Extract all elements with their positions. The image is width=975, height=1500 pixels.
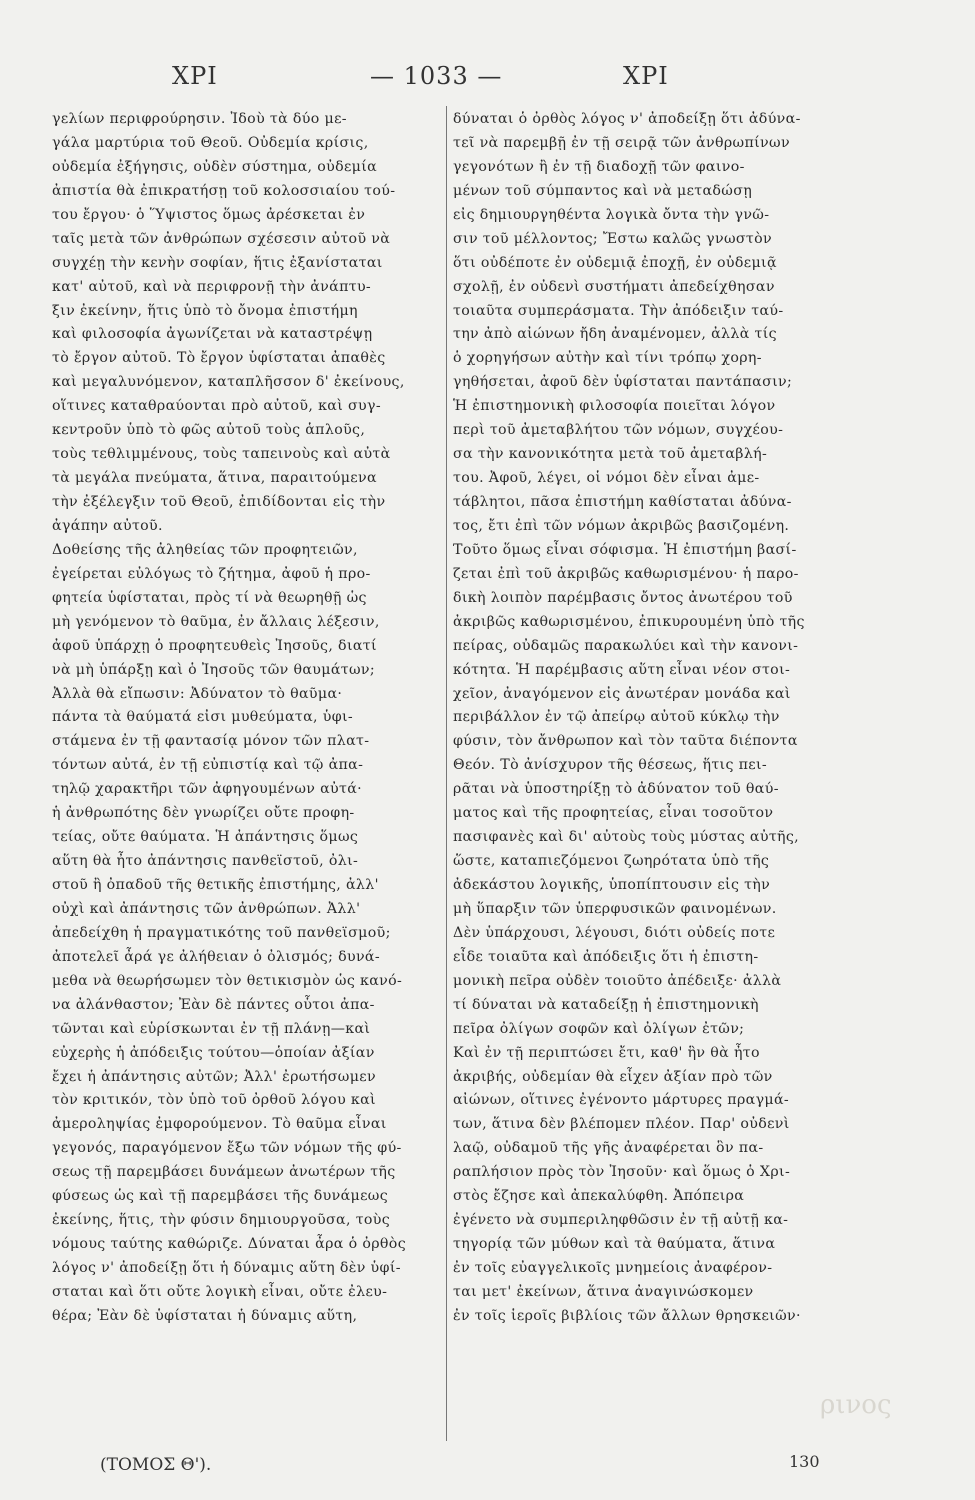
sheet-number: 130	[789, 1452, 820, 1471]
text-line: λαῷ, οὐδαμοῦ τῆς γῆς ἀναφέρεται ὃν πα-	[453, 1140, 764, 1157]
text-line: μένων τοῦ σύμπαντος καὶ νὰ μεταδώσῃ	[453, 182, 753, 199]
text-line: Καὶ ἐν τῇ περιπτώσει ἔτι, καθ' ἣν θὰ ἦτο	[453, 1044, 760, 1061]
text-line: τῶνται καὶ εὑρίσκωνται ἐν τῇ πλάνῃ—καὶ	[52, 1020, 371, 1037]
text-line: φύσιν, τὸν ἄνθρωπον καὶ τὸν ταῦτα διέποντα	[453, 733, 798, 750]
text-line: του. Ἀφοῦ, λέγει, οἱ νόμοι δὲν εἶναι ἀμε-	[453, 470, 760, 487]
text-line: την ἀπὸ αἰώνων ἤδη ἀναμένομεν, ἀλλὰ τίς	[453, 326, 777, 343]
text-line: στάμενα ἐν τῇ φαντασίᾳ μόνον τῶν πλατ-	[52, 733, 370, 750]
text-line: περιβάλλον ἐν τῷ ἀπείρῳ αὐτοῦ κύκλῳ τὴν	[453, 709, 780, 726]
text-line: σταται καὶ ὅτι οὔτε λογικὴ εἶναι, οὔτε ἐλευ-	[52, 1283, 388, 1300]
text-line: τηλῷ χαρακτῆρι τῶν ἀφηγουμένων αὐτά·	[52, 781, 363, 798]
text-line: θέρα; Ἐὰν δὲ ὑφίσταται ἡ δύναμις αὕτη,	[52, 1307, 358, 1324]
text-line: ρᾶται νὰ ὑποστηρίξῃ τὸ ἀδύνατον τοῦ θαύ-	[453, 781, 779, 798]
text-line: στὸς ἔζησε καὶ ἀπεκαλύφθη. Ἀπόπειρα	[453, 1188, 745, 1205]
text-line: ἡ ἀνθρωπότης δὲν γνωρίζει οὔτε προφη-	[52, 805, 355, 822]
text-line: τὸν κριτικόν, τὸν ὑπὸ τοῦ ὀρθοῦ λόγου καὶ	[52, 1092, 376, 1109]
text-line: ἀφοῦ ὑπάρχῃ ὁ προφητευθεὶς Ἰησοῦς, διατί	[52, 637, 377, 654]
header-right-keyword: ΧΡΙ	[623, 62, 669, 90]
text-line: νόμους ταύτης καθώριζε. Δύναται ἆρα ὁ ὀρθὸς	[52, 1236, 406, 1253]
text-line: Ἡ ἐπιστημονικὴ φιλοσοφία ποιεῖται λόγον	[453, 398, 776, 415]
text-line: μὴ γενόμενον τὸ θαῦμα, ἐν ἄλλαις λέξεσιν,	[52, 613, 380, 630]
text-line: μονικὴ πεῖρα οὐδὲν τοιοῦτο ἀπέδειξε· ἀλλὰ	[453, 972, 782, 989]
text-line: κατ' αὐτοῦ, καὶ νὰ περιφρονῇ τὴν ἀνάπτυ-	[52, 278, 372, 295]
text-line: στοῦ ἢ ὀπαδοῦ τῆς θετικῆς ἐπιστήμης, ἀλλ'	[52, 877, 379, 893]
text-line: ἐν τοῖς ἱεροῖς βιβλίοις τῶν ἄλλων θρησκειῶν·	[453, 1307, 801, 1324]
text-line: τόντων αὐτά, ἐν τῇ εὐπιστίᾳ καὶ τῷ ἀπα-	[52, 757, 364, 774]
text-line: περὶ τοῦ ἀμεταβλήτου τῶν νόμων, συγχέου-	[453, 422, 784, 439]
text-line: του ἔργου· ὁ Ὕψιστος ὅμως ἀρέσκεται ἐν	[52, 206, 366, 223]
text-line: ται μετ' ἐκείνων, ἅτινα ἀναγινώσκομεν	[453, 1283, 754, 1300]
text-line: οὐδεμία ἐξήγησις, οὐδὲν σύστημα, οὐδεμία	[52, 158, 378, 175]
text-line: ἐκείνης, ἥτις, τὴν φύσιν δημιουργοῦσα, τοὺς	[52, 1212, 391, 1229]
text-line: ἀποτελεῖ ἆρά γε ἀλήθειαν ὁ ὀλισμός; δυνά-	[52, 948, 380, 965]
column-divider	[446, 106, 447, 1441]
running-header	[0, 62, 975, 102]
text-line: καὶ μεγαλυνόμενον, καταπλῆσσον δ' ἐκείνους,	[52, 374, 405, 391]
text-line: αἰώνων, οἵτινες ἐγένοντο μάρτυρες πραγμά-	[453, 1092, 790, 1109]
text-line: οὐχὶ καὶ ἀπάντησις τῶν ἀνθρώπων. Ἀλλ'	[52, 900, 361, 917]
text-line: κεντροῦν ὑπὸ τὸ φῶς αὐτοῦ τοὺς ἁπλοῦς,	[52, 422, 366, 439]
text-line: πεῖρα ὀλίγων σοφῶν καὶ ὀλίγων ἐτῶν;	[453, 1020, 745, 1037]
text-line: εἶδε τοιαῦτα καὶ ἀπόδειξις ὅτι ἡ ἐπιστη-	[453, 948, 759, 965]
text-line: σιν τοῦ μέλλοντος; Ἔστω καλῶς γνωστὸν	[453, 230, 772, 247]
text-line: συγχέῃ τὴν κενὴν σοφίαν, ἥτις ἐξανίσταται	[52, 254, 383, 271]
text-line: σεως τῇ παρεμβάσει δυνάμεων ἀνωτέρων τῆς	[52, 1164, 396, 1181]
text-line: ὁ χορηγήσων αὐτὴν καὶ τίνι τρόπῳ χορη-	[453, 350, 762, 367]
text-line: ἀπεδείχθη ἡ πραγματικότης τοῦ πανθεϊσμοῦ;	[52, 924, 391, 941]
text-line: πάντα τὰ θαύματά εἰσι μυθεύματα, ὑφι-	[52, 709, 354, 726]
text-line: ξιν ἐκείνην, ἥτις ὑπὸ τὸ ὄνομα ἐπιστήμη	[52, 302, 358, 319]
text-line: καὶ φιλοσοφία ἀγωνίζεται νὰ καταστρέψῃ	[52, 326, 373, 343]
text-line: γεγονότων ἢ ἐν τῇ διαδοχῇ τῶν φαινο-	[453, 158, 745, 175]
text-line: τὰ μεγάλα πνεύματα, ἅτινα, παραιτούμενα	[52, 470, 377, 487]
text-line: ζεται ἐπὶ τοῦ ἀκριβῶς καθωρισμένου· ἡ παρο-	[453, 565, 799, 582]
text-line: δύναται ὁ ὀρθὸς λόγος ν' ἀποδείξῃ ὅτι ἀδύνα-	[453, 111, 801, 127]
text-line: νὰ μὴ ὑπάρξῃ καὶ ὁ Ἰησοῦς τῶν θαυμάτων;	[52, 661, 375, 678]
text-line: ὥστε, καταπιεζόμενοι ζωηρότατα ὑπὸ τῆς	[453, 853, 770, 870]
text-line: Τοῦτο ὅμως εἶναι σόφισμα. Ἡ ἐπιστήμη βασί-	[453, 541, 797, 558]
text-line: ματος καὶ τῆς προφητείας, εἶναι τοσοῦτον	[453, 805, 774, 822]
text-line: ἀκριβής, οὐδεμίαν θὰ εἶχεν ἀξίαν πρὸ τῶν	[453, 1068, 773, 1085]
text-line: εἰς δημιουργηθέντα λογικὰ ὄντα τὴν γνῶ-	[453, 206, 770, 223]
text-line: τοιαῦτα συμπεράσματα. Τὴν ἀπόδειξιν ταύ-	[453, 302, 784, 319]
text-line: ἐν τοῖς εὐαγγελικοῖς μνημείοις ἀναφέρον-	[453, 1260, 773, 1276]
text-line: τοὺς τεθλιμμένους, τοὺς ταπεινοὺς καὶ αὐτὰ	[52, 446, 391, 463]
text-line: μεθα νὰ θεωρήσωμεν τὸν θετικισμὸν ὡς κανό-	[52, 972, 403, 989]
text-line: Θεόν. Τὸ ἀνίσχυρον τῆς θέσεως, ἥτις πει-	[453, 757, 768, 774]
text-line: πασιφανὲς καὶ δι' αὐτοὺς τοὺς μύστας αὐτῆς,	[453, 829, 800, 846]
text-line: Ἀλλὰ θὰ εἴπωσιν: Ἀδύνατον τὸ θαῦμα·	[52, 685, 343, 702]
text-line: Δοθείσης τῆς ἀληθείας τῶν προφητειῶν,	[52, 541, 358, 558]
left-text-column	[52, 108, 447, 1329]
page-number: — 1033 —	[370, 62, 503, 90]
text-line: χεῖον, ἀναγόμενον εἰς ἀνωτέραν μονάδα καὶ	[453, 685, 791, 702]
text-line: των, ἅτινα δὲν βλέπομεν πλέον. Παρ' οὐδενὶ	[453, 1116, 790, 1133]
text-line: ὅτι οὐδέποτε ἐν οὐδεμιᾷ ἐποχῇ, ἐν οὐδεμιᾷ	[453, 254, 777, 271]
text-line: πείρας, οὐδαμῶς παρακωλύει καὶ τὴν κανονι-	[453, 637, 799, 654]
text-line: ἐγείρεται εὐλόγως τὸ ζήτημα, ἀφοῦ ἡ προ-	[52, 565, 371, 582]
text-line: σα τὴν κανονικότητα μετὰ τοῦ ἀμεταβλή-	[453, 446, 768, 463]
bleed-through-text: ρινος	[820, 1390, 892, 1420]
text-line: φύσεως ὡς καὶ τῇ παρεμβάσει τῆς δυνάμεως	[52, 1188, 388, 1205]
text-line: να ἀλάνθαστον; Ἐὰν δὲ πάντες οὗτοι ἀπα-	[52, 996, 375, 1013]
text-line: ἀκριβῶς καθωρισμένου, ἐπικυρουμένη ὑπὸ τῆς	[453, 613, 805, 630]
text-line: ραπλήσιον πρὸς τὸν Ἰησοῦν· καὶ ὅμως ὁ Χρι-	[453, 1164, 791, 1181]
text-line: μὴ ὕπαρξιν τῶν ὑπερφυσικῶν φαινομένων.	[453, 900, 777, 917]
text-line: ταῖς μετὰ τῶν ἀνθρώπων σχέσεσιν αὐτοῦ νὰ	[52, 230, 391, 247]
text-line: δικὴ λοιπὸν παρέμβασις ὄντος ἀνωτέρου τοῦ	[453, 589, 793, 606]
text-line: ἀμεροληψίας ἐμφορούμενον. Τὸ θαῦμα εἶναι	[52, 1116, 387, 1133]
text-line: τί δύναται νὰ καταδείξῃ ἡ ἐπιστημονικὴ	[453, 996, 759, 1013]
text-line: αὕτη θὰ ἦτο ἀπάντησις πανθεϊστοῦ, ὀλι-	[52, 853, 359, 870]
text-line: ἀδεκάστου λογικῆς, ὑποπίπτουσιν εἰς τὴν	[453, 877, 771, 893]
text-line: ἀγάπην αὐτοῦ.	[52, 517, 163, 534]
text-line: τείας, οὔτε θαύματα. Ἡ ἀπάντησις ὅμως	[52, 829, 359, 846]
text-line: γελίων περιφρούρησιν. Ἰδοὺ τὰ δύο με-	[52, 111, 347, 127]
volume-label: (ΤΟΜΟΣ Θ').	[100, 1455, 212, 1475]
text-line: τάβλητοι, πᾶσα ἐπιστήμη καθίσταται ἀδύνα-	[453, 494, 792, 510]
text-line: γάλα μαρτύρια τοῦ Θεοῦ. Οὐδεμία κρίσις,	[52, 134, 369, 151]
text-line: εὐχερὴς ἡ ἀπόδειξις τούτου—ὁποίαν ἀξίαν	[52, 1044, 375, 1061]
text-line: λόγος ν' ἀποδείξῃ ὅτι ἡ δύναμις αὕτη δὲν ὑφί-	[52, 1260, 401, 1276]
text-line: φητεία ὑφίσταται, πρὸς τί νὰ θεωρηθῇ ὡς	[52, 589, 367, 606]
text-line: τὴν ἐξέλεγξιν τοῦ Θεοῦ, ἐπιδίδονται εἰς τὴν	[52, 494, 386, 510]
right-text-column	[453, 108, 848, 1329]
header-left-keyword: ΧΡΙ	[172, 62, 218, 90]
text-line: γεγονός, παραγόμενον ἔξω τῶν νόμων τῆς φύ-	[52, 1140, 402, 1157]
text-line: ἔχει ἡ ἀπάντησις αὐτῶν; Ἀλλ' ἐρωτήσωμεν	[52, 1068, 376, 1085]
text-line: κότητα. Ἡ παρέμβασις αὕτη εἶναι νέον στοι-	[453, 661, 791, 678]
text-line: τηγορίᾳ τῶν μύθων καὶ τὰ θαύματα, ἅτινα	[453, 1236, 776, 1253]
text-line: Δὲν ὑπάρχουσι, λέγουσι, διότι οὐδείς ποτε	[453, 924, 776, 941]
text-line: ἐγένετο νὰ συμπεριληφθῶσιν ἐν τῇ αὐτῇ κα-	[453, 1212, 789, 1229]
text-line: γηθήσεται, ἀφοῦ δὲν ὑφίσταται παντάπασιν;	[453, 374, 793, 391]
text-line: τὸ ἔργον αὐτοῦ. Τὸ ἔργον ὑφίσταται ἀπαθὲς	[52, 350, 386, 367]
text-line: σχολῇ, ἐν οὐδενὶ συστήματι ἀπεδείχθησαν	[453, 278, 775, 295]
text-line: οἵτινες καταθραύονται πρὸ αὐτοῦ, καὶ συγ-	[52, 398, 381, 415]
text-line: τεῖ νὰ παρεμβῇ ἐν τῇ σειρᾷ τῶν ἀνθρωπίνων	[453, 134, 790, 151]
text-line: τος, ἔτι ἐπὶ τῶν νόμων ἀκριβῶς βασιζομένη.	[453, 517, 790, 534]
text-line: ἀπιστία θὰ ἐπικρατήσῃ τοῦ κολοσσιαίου τού-	[52, 182, 396, 199]
